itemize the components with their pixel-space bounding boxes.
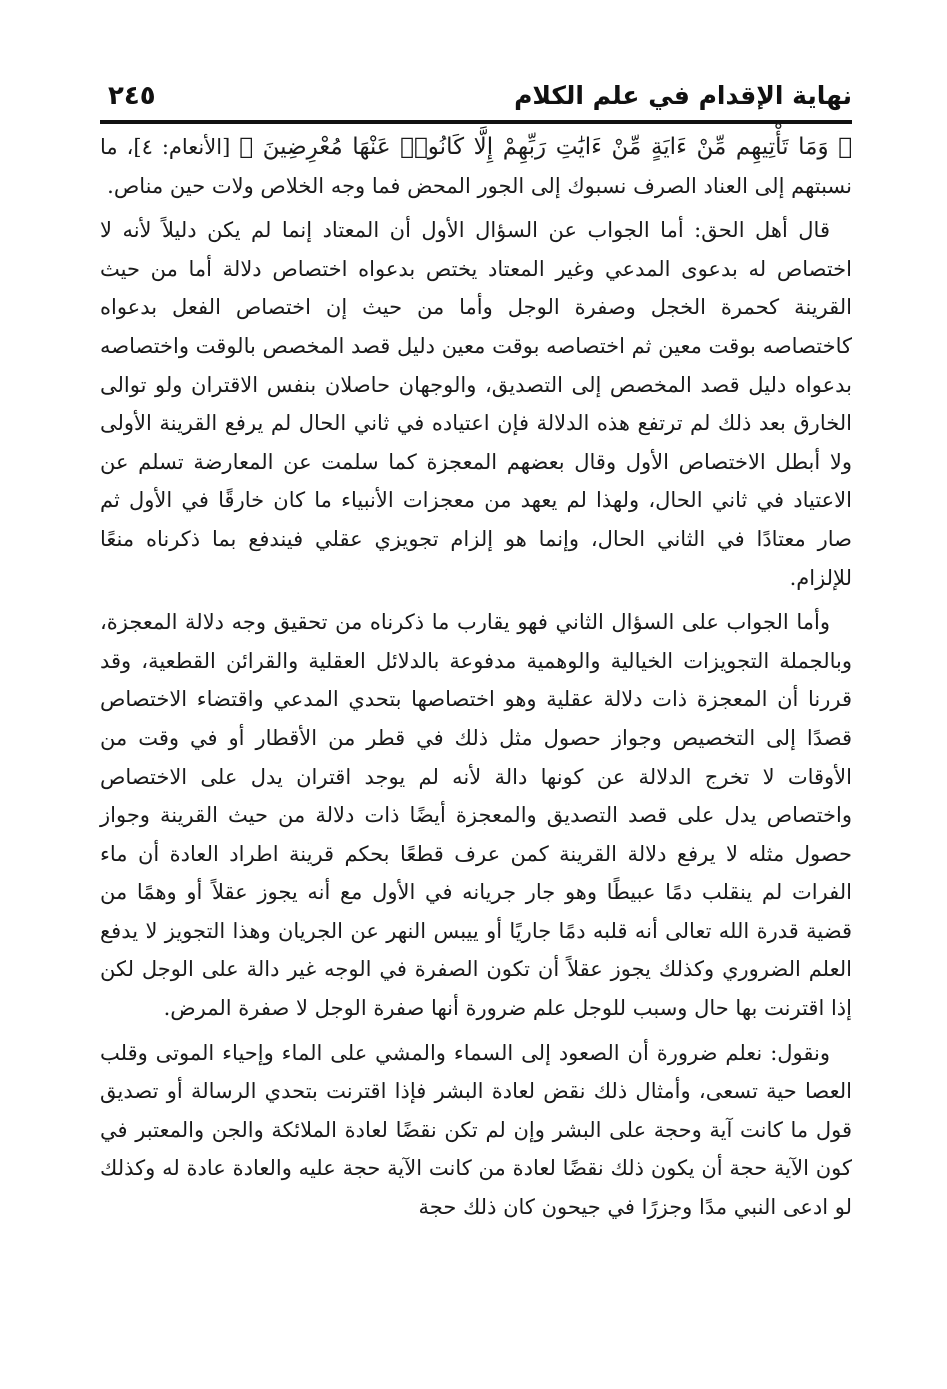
paragraph-text: [الأنعام: ٤]، ما نسبتهم إلى العناد الصرف نسبوك إلى الجور المحض فما وجه الخلاص ولات حين مناص. [100,135,852,198]
quran-verse: ﴿ وَمَا تَأْتِيهِم مِّنْ ءَايَةٍ مِّنْ ءَايَٰتِ رَبِّهِمْ إِلَّا كَانُوا۟ عَنْهَا مُعْرِضِينَ ﴾ [239,134,852,160]
page-header [100,78,852,122]
paragraph-answer-first-question: قال أهل الحق: أما الجواب عن السؤال الأول أن المعتاد إنما لم يكن دليلاً لأنه لا اختصاص له بدعوى المدعي وغير المعتاد يختص بدعواه اختصاص دلالة أما من حيث القرينة كحمرة الخجل وصفرة الوجل وأما من حيث إن اختصاص الفعل بدعواه كاختصاصه بوقت معين ثم اختصاصه بوقت معين دليل قصد المخصص بالوقت واختصاصه بدعواه دليل قصد المخصص إلى التصديق، والوجهان حاصلان بنفس الاقتران ولو توالى الخارق بعد ذلك لم ترتفع هذه الدلالة فإن اعتياده في ثاني الحال لم يرفع القرينة الأولى ولا أبطل الاختصاص الأول وقال بعضهم المعجزة كما سلمت عن المعارضة تسلم عن الاعتياد في ثاني الحال، ولهذا لم يعهد من معجزات الأنبياء ما كان خارقًا في الأول ثم صار معتادًا في الثاني الحال، وإنما هو إلزام تجويزي عقلي فيندفع بما ذكرناه منعًا للإلزام. [100,218,852,590]
paragraph-quran-verse [100,128,852,205]
page-number: ٢٤٥ [108,81,156,111]
running-title: نهاية الإقدام في علم الكلام [514,81,852,110]
paragraph-answer-second-question: وأما الجواب على السؤال الثاني فهو يقارب ما ذكرناه من تحقيق وجه دلالة المعجزة، وبالجملة التجويزات الخيالية والوهمية مدفوعة بالدلائل العقلية والقرائن القطعية، وقد قررنا أن المعجزة ذات دلالة عقلية وهو اختصاصها بتحدي المدعي واقتضاء الاختصاص قصدًا إلى التخصيص وجواز حصول مثل ذلك في قطر من الأقطار أو في وقت من الأوقات لا تخرج الدلالة عن كونها دالة لأنه لم يوجد اقتران يدل على الاختصاص واختصاص يدل على قصد التصديق والمعجزة أيضًا ذات دلالة من حيث القرينة وجواز حصول مثله لا يرفع دلالة القرينة كمن عرف قطعًا بحكم قرينة اطراد العادة أن ماء الفرات لم ينقلب دمًا عبيطًا وهو جار جريانه في الأول مع أنه يجوز عقلاً أو وهمًا من قضية قدرة الله تعالى أنه قلبه دمًا جاريًا أو ييبس النهر عن الجريان وهذا التجويز لا يدفع العلم الضروري وكذلك يجوز عقلاً أن تكون الصفرة في الوجه غير دالة على الوجل لكن إذا اقترنت بها حال وسبب للوجل علم ضرورة أنها صفرة الوجل لا صفرة المرض. [100,610,853,1021]
paragraph-we-say: ونقول: نعلم ضرورة أن الصعود إلى السماء والمشي على الماء وإحياء الموتى وقلب العصا حية تسعى، وأمثال ذلك نقض لعادة البشر فإذا اقترنت بتحدي الرسالة أو تصديق قول ما كانت آية وحجة على البشر وإن لم تكن نقضًا لعادة الملائكة والجن والمعتبر في كون الآية حجة أن يكون ذلك نقضًا لعادة من كانت الآية حجة عليه والعادة عادة له وكذلك لو ادعى النبي مدًا وجزرًا في جيحون كان ذلك حجة [100,1040,852,1220]
body-text [100,128,852,1227]
header-rule [100,120,852,124]
